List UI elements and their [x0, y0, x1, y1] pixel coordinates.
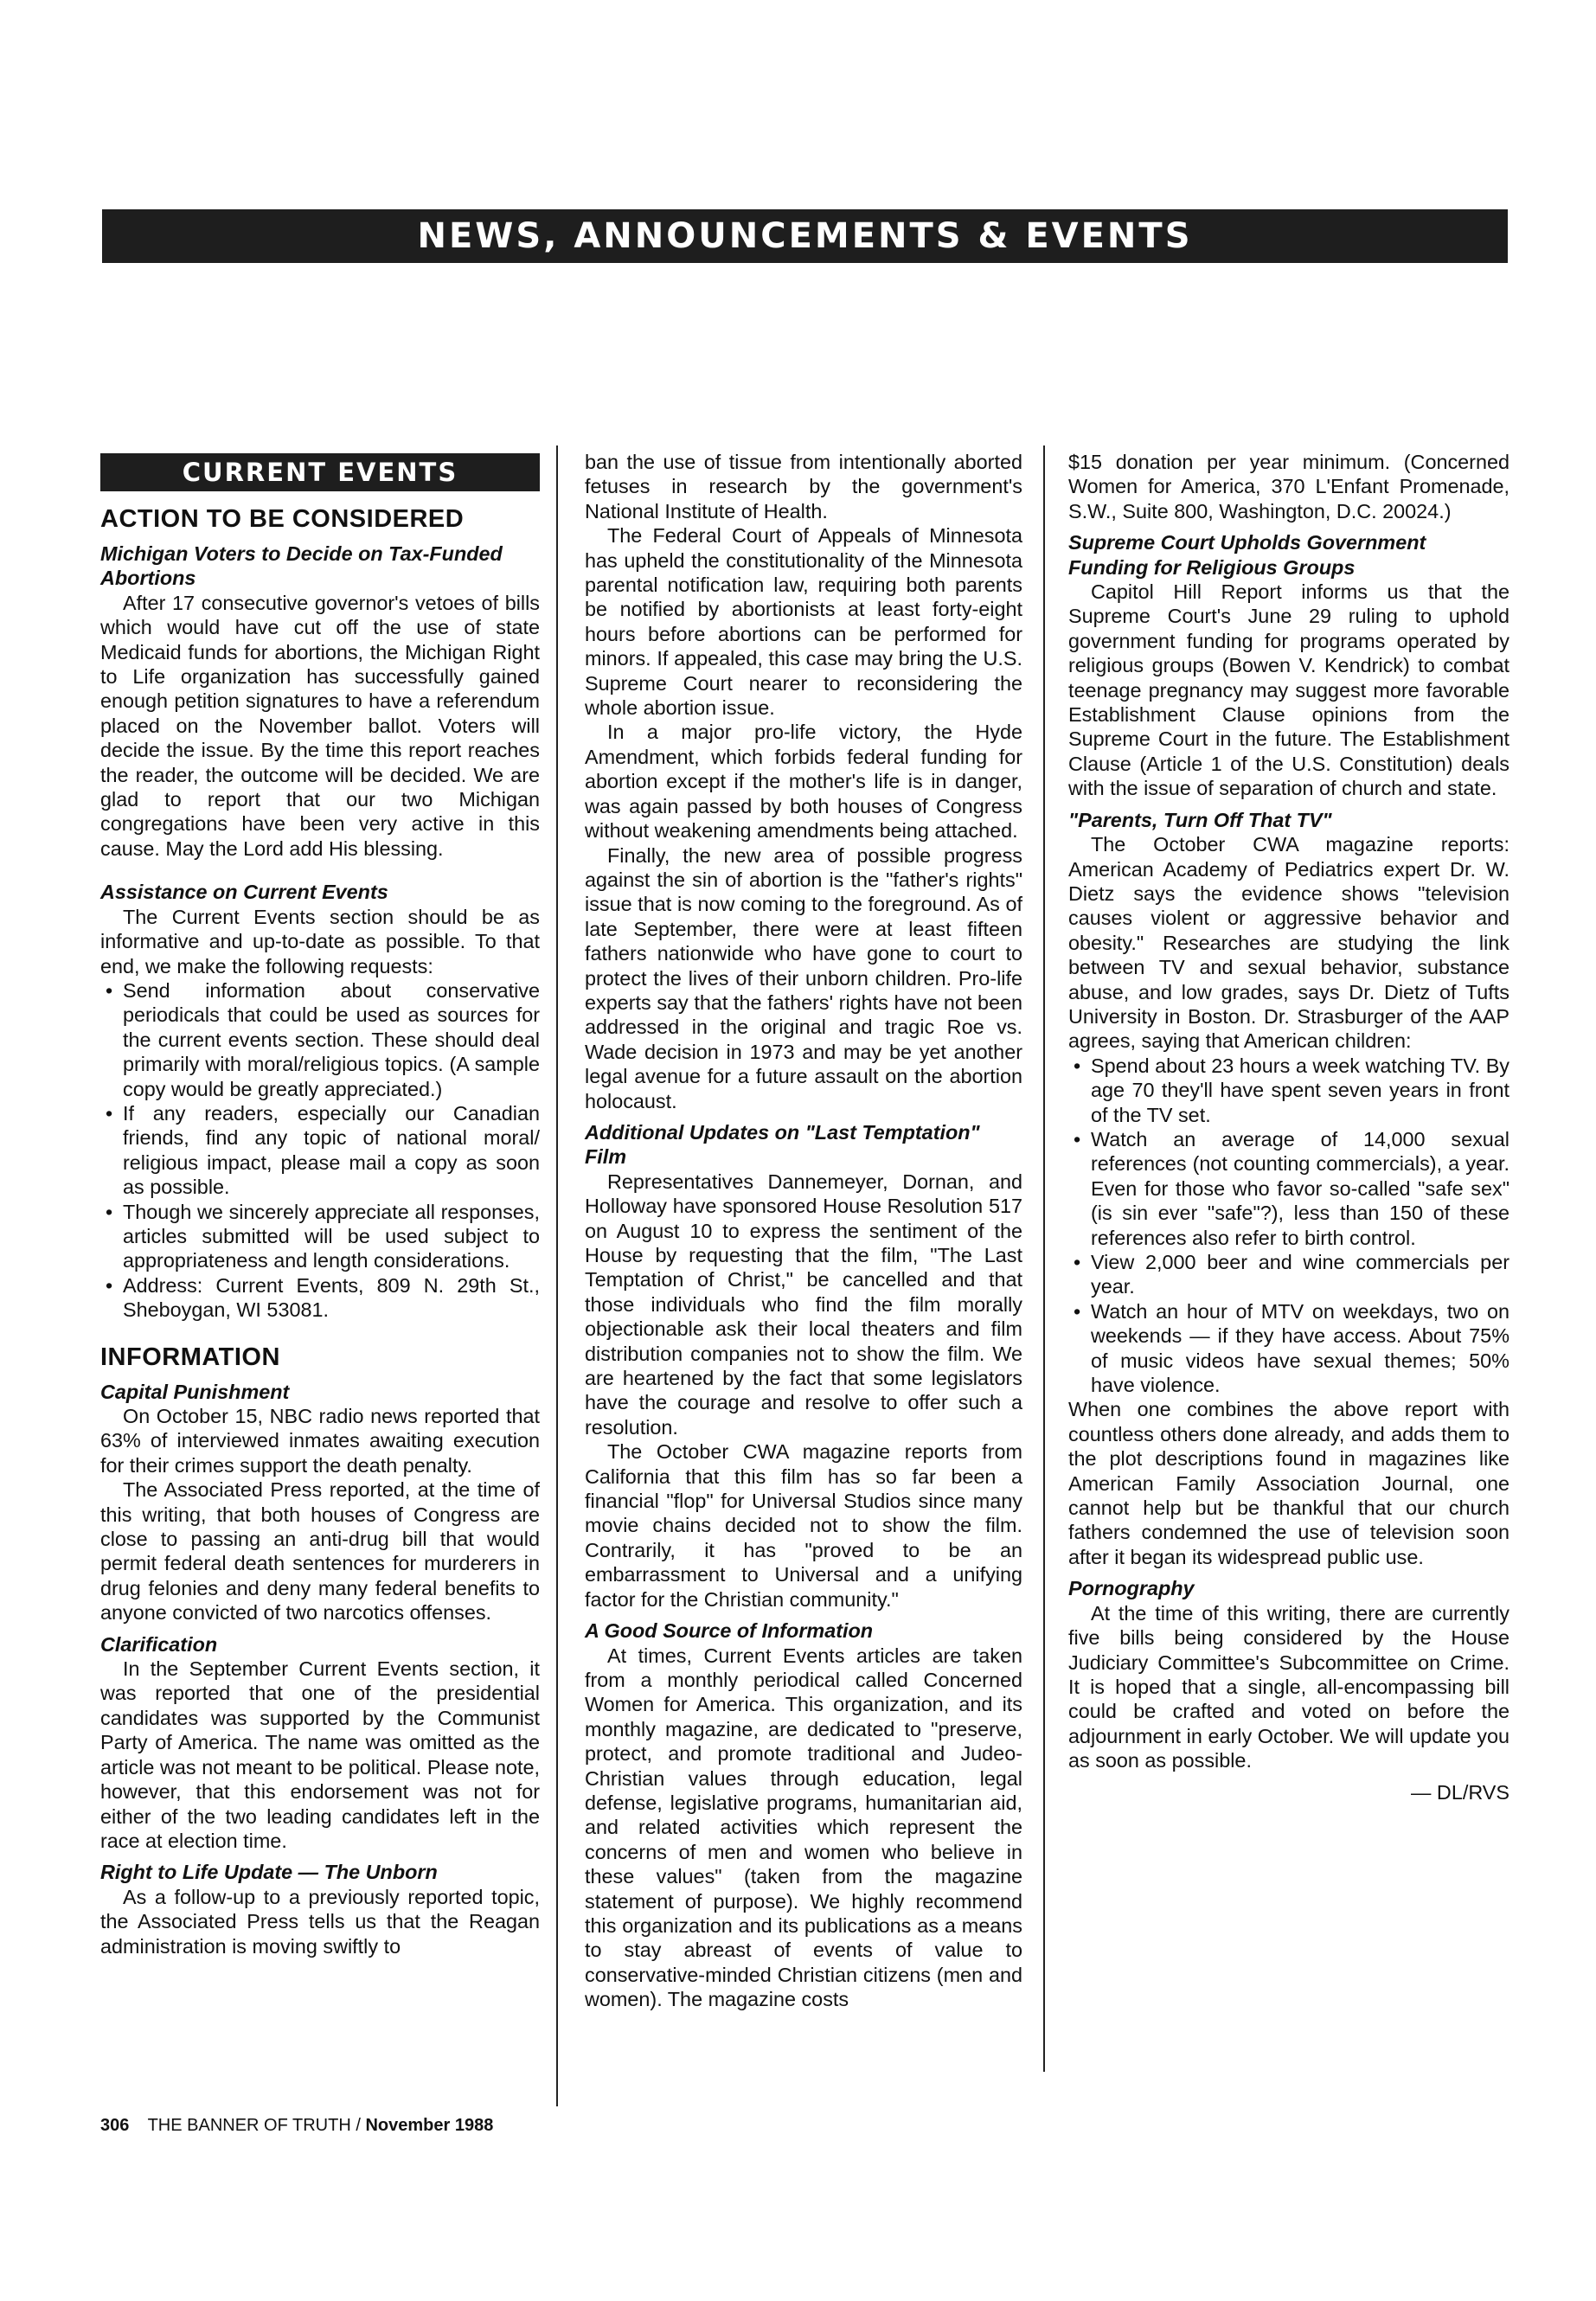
list-item: • View 2,000 beer and wine commercials per year. [1068, 1250, 1509, 1299]
page-footer [100, 2114, 493, 2137]
list-item: • Though we sincerely appreciate all responses, articles submitted will be used subject to appropriateness and length considerations. [100, 1200, 540, 1273]
last-temptation-text-1: Representatives Dannemeyer, Dornan, and Holloway have sponsored House Resolution 517 on August 10 to express the sentiment of the House by requesting that the film, "The Last Temptation of Christ," be cancelled and that those individuals who find the film morally objectionable ask their local theaters and film distribution companies not to show the film. We are heartened by the fact that some legislators have the courage and resolve to offer such a resolution. [585, 1170, 1022, 1439]
information-heading: INFORMATION [100, 1343, 280, 1371]
section-banner: NEWS, ANNOUNCEMENTS & EVENTS [102, 209, 1508, 263]
page-number: 306 [100, 2116, 130, 2135]
list-item: • Spend about 23 hours a week watching TV. By age 70 they'll have spent seven years in front of the TV set. [1068, 1054, 1509, 1127]
issue-date: November 1988 [365, 2116, 494, 2135]
action-heading: ACTION TO BE CONSIDERED [100, 505, 465, 533]
signature: — DL/RVS [1411, 1780, 1509, 1804]
assistance-text: The Current Events section should be as informative and up-to-date as possible. To that end, we make the following requests: [100, 905, 540, 977]
supreme-court-title: Supreme Court Upholds Government Funding for Religious Groups [1068, 531, 1426, 579]
pornography-text: At the time of this writing, there are currently five bills being considered by the House Judiciary Committee's Subcommittee on Crime. It is hoped that a single, all-encompassing bill could be crafted and voted on before the adjournment in early October. We will update you as soon as possible. [1068, 1601, 1509, 1772]
rtl-text: As a follow-up to a previously reported topic, the Associated Press tells us that the Reagan administration is moving swiftly to [100, 1885, 540, 1958]
tv-list [1068, 1054, 1509, 1398]
current-events-box: CURRENT EVENTS [100, 453, 540, 491]
continued-text: ban the use of tissue from intentionally aborted fetuses in research by the government's National Institute of Health. [585, 451, 1022, 522]
continued-text: $15 donation per year minimum. (Concerned Women for America, 370 L'Enfant Promenade, S.W., Suite 800, Washington, D.C. 20024.) [1068, 451, 1509, 522]
supreme-court-text: Capitol Hill Report informs us that the Supreme Court's June 29 ruling to uphold government funding for programs operated by religious groups (Bowen V. Kendrick) to combat teenage pregnancy may suggest more favorable Establishment Clause opinions from the Supreme Court in the future. The Establishment Clause (Article 1 of the U.S. Constitution) deals with the issue of separation of church and state. [1068, 580, 1509, 800]
good-source-text: At times, Current Events articles are taken from a monthly periodical called Concerned Women for America. This organization, and its monthly magazine, are dedicated to "preserve, protect, and promote traditional and Judeo-Christian values through education, legal defense, legislative programs, humanitarian aid, and related activities which represent the concerns of men and women who believe in these values" (taken from the magazine statement of purpose). We highly recommend this organization and its publications as a means to stay abreast of events of value to conservative-minded Christian citizens (men and women). The magazine costs [585, 1644, 1022, 2011]
assistance-list [100, 978, 540, 1323]
court-text: The Federal Court of Appeals of Minnesota has upheld the constitutionality of the Minnesota parental notification law, requiring both parents be notified by abortionists at least forty-eight hours before abortions can be performed for minors. If appealed, this case may bring the U.S. Supreme Court nearer to reconsidering the whole abortion issue. [585, 524, 1022, 720]
list-item: • If any readers, especially our Canadian friends, find any topic of national moral/ religious impact, please mail a copy as soon as possible. [100, 1101, 540, 1200]
tv-text: The October CWA magazine reports: American Academy of Pediatrics expert Dr. W. Dietz says the evidence shows "television causes violent or aggressive behavior and obesity." Researches are studying the link between TV and sexual behavior, substance abuse, and low grades, says Dr. Dietz of Tufts University in Boston. Dr. Strasburger of the AAP agrees, saying that American children: [1068, 833, 1509, 1053]
michigan-text: After 17 consecutive governor's vetoes of bills which would have cut off the use of state Medicaid funds for abortions, the Michigan Right to Life organization has successfully gained enough petition signatures to have a referendum placed on the November ballot. Voters will decide the issue. By the time this report reaches the reader, the outcome will be decided. We are glad to report that our two Michigan congregations have been very active in this cause. May the Lord add His blessing. [100, 591, 540, 860]
last-temptation-text-2: The October CWA magazine reports from California that this film has so far been a financial "flop" for Universal Studios since many movie chains decided not to show the film. Contrarily, it has "proved to be an embarrassment to Universal and a unifying factor for the Christian community." [585, 1440, 1022, 1611]
column-divider [556, 445, 558, 2106]
publication-name: THE BANNER OF TRUTH / [147, 2116, 361, 2135]
list-item: • Watch an average of 14,000 sexual references (not counting commercials), a year. Even for those who favor so-called "safe sex" (is sin ever "safe"?), less than 150 of these references also refer to birth control. [1068, 1127, 1509, 1250]
fathers-text: Finally, the new area of possible progress against the sin of abortion is the "father's rights" issue that is now coming to the foreground. As of late September, there were at least fifteen fathers nationwide who have gone to court to protect the lives of their unborn children. Pro-life experts say that the fathers' rights have not been addressed in the original and tragic Roe vs. Wade decision in 1973 and may be yet another legal avenue for a future assault on the abortion holocaust. [585, 843, 1022, 1112]
capital-text-2: The Associated Press reported, at the time of this writing, that both houses of Congress are close to passing an anti-drug bill that would permit federal death sentences for murderers in drug felonies and deny many federal benefits to anyone convicted of two narcotics offenses. [100, 1478, 540, 1625]
clarification-title: Clarification [100, 1632, 218, 1656]
assistance-title: Assistance on Current Events [100, 881, 388, 904]
good-source-title: A Good Source of Information [585, 1619, 874, 1643]
last-temptation-title: Additional Updates on "Last Temptation" Film [585, 1120, 980, 1169]
column-divider [1043, 445, 1045, 2072]
tv-title: "Parents, Turn Off That TV" [1068, 808, 1332, 831]
tv-conclusion: When one combines the above report with countless others done already, and adds them to the plot descriptions found in magazines like American Family Association Journal, one cannot help but be thankful that our church fathers condemned the use of television soon after it began its widespread public use. [1068, 1398, 1509, 1568]
capital-text-1: On October 15, NBC radio news reported that 63% of interviewed inmates awaiting execution for their crimes support the death penalty. [100, 1405, 540, 1477]
list-item: • Watch an hour of MTV on weekdays, two on weekends — if they have access. About 75% of music videos have sexual themes; 50% have violence. [1068, 1299, 1509, 1398]
hyde-text: In a major pro-life victory, the Hyde Amendment, which forbids federal funding for abortion except if the mother's life is in danger, was again passed by both houses of Congress without weakening amendments being attached. [585, 721, 1022, 843]
list-item: • Address: Current Events, 809 N. 29th St., Sheboygan, WI 53081. [100, 1273, 540, 1323]
column-1 [100, 450, 540, 1958]
list-item: • Send information about conservative periodicals that could be used as sources for the current events section. These should deal primarily with moral/religious topics. (A sample copy would be greatly appreciated.) [100, 978, 540, 1101]
pornography-title: Pornography [1068, 1577, 1195, 1600]
column-2 [585, 450, 1022, 2012]
column-3 [1068, 450, 1509, 1804]
rtl-title: Right to Life Update — The Unborn [100, 1861, 438, 1884]
michigan-title: Michigan Voters to Decide on Tax-Funded Abortions [100, 542, 503, 590]
capital-title: Capital Punishment [100, 1380, 290, 1403]
clarification-text: In the September Current Events section, it was reported that one of the presidential candidates was supported by the Communist Party of America. The name was omitted as the article was not meant to be political. Please note, however, that this endorsement was not for either of the two leading candidates left in the race at election time. [100, 1657, 540, 1852]
